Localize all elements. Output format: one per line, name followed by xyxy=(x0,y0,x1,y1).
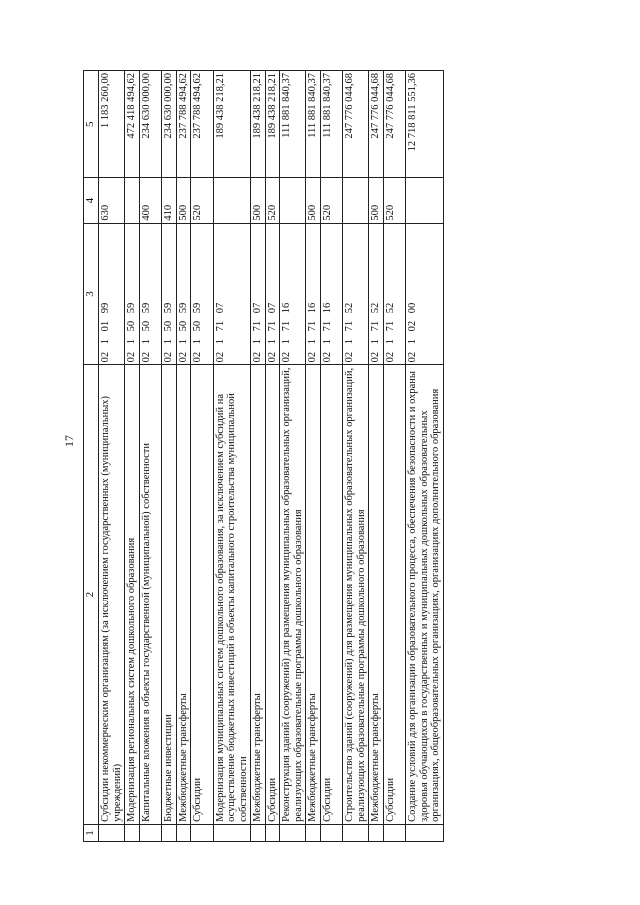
row-col-1 xyxy=(162,824,177,841)
table-row xyxy=(162,71,177,842)
table-row xyxy=(320,71,343,842)
row-name: Субсидии некоммерческим организациям (за исключением государственных (муниципальных) учреждений) xyxy=(99,365,125,824)
row-code: 02 1 71 16 xyxy=(306,223,321,365)
row-name: Межбюджетные трансферты xyxy=(176,365,191,824)
row-col-1 xyxy=(251,824,266,841)
row-amount: 247 776 044,68 xyxy=(383,71,406,179)
row-code: 02 1 71 07 xyxy=(265,223,280,365)
row-name: Модернизация муниципальных систем дошкольного образования, за исключением субсидий на осуществление бюджетных инвестиций в объекты капитального строительства муниципальной собственности xyxy=(213,365,251,824)
row-amount: 472 418 494,62 xyxy=(125,71,140,179)
row-name: Создание условий для организации образовательного процесса, обеспечения безопасности и охраны здоровья обучающихся в государственных и муниципальных дошкольных образовательных организациях, общеобразовательных организациях, организациях дополнительного образования xyxy=(406,365,444,824)
row-amount: 247 776 044,68 xyxy=(369,71,384,179)
table-row xyxy=(191,71,214,842)
row-name: Модернизация региональных систем дошкольного образования xyxy=(125,365,140,824)
row-col-1 xyxy=(125,824,140,841)
row-amount: 111 881 840,37 xyxy=(280,71,306,179)
page-number: 17 xyxy=(62,435,76,447)
row-expense-type: 410 xyxy=(162,178,177,223)
row-code: 02 1 50 59 xyxy=(191,223,214,365)
row-code: 02 1 50 59 xyxy=(162,223,177,365)
table-body xyxy=(99,71,444,842)
row-expense-type: 520 xyxy=(383,178,406,223)
header-col-4: 4 xyxy=(84,178,99,223)
row-amount: 111 881 840,37 xyxy=(306,71,321,179)
row-col-1 xyxy=(265,824,280,841)
row-expense-type xyxy=(125,178,140,223)
row-code: 02 1 71 52 xyxy=(369,223,384,365)
row-amount: 1 183 260,00 xyxy=(99,71,125,179)
table-row xyxy=(176,71,191,842)
row-name: Реконструкция зданий (сооружений) для размещения муниципальных образовательных организаций, реализующих образовательные программы дошкольного образования xyxy=(280,365,306,824)
row-name: Межбюджетные трансферты xyxy=(306,365,321,824)
table-row xyxy=(99,71,125,842)
header-col-3: 3 xyxy=(84,223,99,365)
row-col-1 xyxy=(213,824,251,841)
row-expense-type: 500 xyxy=(306,178,321,223)
table-row xyxy=(406,71,444,842)
row-amount: 189 438 218,21 xyxy=(251,71,266,179)
header-row xyxy=(84,71,99,842)
row-amount: 111 881 840,37 xyxy=(320,71,343,179)
row-code: 02 1 71 52 xyxy=(343,223,369,365)
row-col-1 xyxy=(320,824,343,841)
table-row xyxy=(251,71,266,842)
header-col-1: 1 xyxy=(84,824,99,841)
row-expense-type: 500 xyxy=(369,178,384,223)
table-row xyxy=(125,71,140,842)
row-expense-type xyxy=(280,178,306,223)
table-row xyxy=(265,71,280,842)
row-col-1 xyxy=(369,824,384,841)
row-name: Межбюджетные трансферты xyxy=(369,365,384,824)
row-amount: 234 630 000,00 xyxy=(139,71,162,179)
table-row xyxy=(369,71,384,842)
row-name: Субсидии xyxy=(191,365,214,824)
row-expense-type: 520 xyxy=(320,178,343,223)
table-row xyxy=(213,71,251,842)
header-col-2: 2 xyxy=(84,365,99,824)
row-col-1 xyxy=(99,824,125,841)
row-col-1 xyxy=(306,824,321,841)
row-expense-type: 500 xyxy=(176,178,191,223)
row-expense-type: 630 xyxy=(99,178,125,223)
table-row xyxy=(139,71,162,842)
row-expense-type xyxy=(406,178,444,223)
row-col-1 xyxy=(383,824,406,841)
row-col-1 xyxy=(139,824,162,841)
row-expense-type: 500 xyxy=(251,178,266,223)
row-code: 02 1 50 59 xyxy=(176,223,191,365)
row-amount: 189 438 218,21 xyxy=(265,71,280,179)
row-col-1 xyxy=(406,824,444,841)
row-expense-type: 520 xyxy=(191,178,214,223)
table-row xyxy=(306,71,321,842)
budget-table xyxy=(83,70,444,842)
row-expense-type xyxy=(213,178,251,223)
row-code: 02 1 50 59 xyxy=(139,223,162,365)
row-name: Межбюджетные трансферты xyxy=(251,365,266,824)
row-code: 02 1 02 00 xyxy=(406,223,444,365)
row-expense-type: 520 xyxy=(265,178,280,223)
row-code: 02 1 01 99 xyxy=(99,223,125,365)
row-code: 02 1 71 16 xyxy=(320,223,343,365)
row-expense-type: 400 xyxy=(139,178,162,223)
table-row xyxy=(343,71,369,842)
row-col-1 xyxy=(176,824,191,841)
row-code: 02 1 71 16 xyxy=(280,223,306,365)
row-amount: 234 630 000,00 xyxy=(162,71,177,179)
row-name: Субсидии xyxy=(383,365,406,824)
row-code: 02 1 71 07 xyxy=(213,223,251,365)
row-name: Субсидии xyxy=(265,365,280,824)
row-col-1 xyxy=(280,824,306,841)
row-name: Капитальные вложения в объекты государственной (муниципальной) собственности xyxy=(139,365,162,824)
row-code: 02 1 71 07 xyxy=(251,223,266,365)
row-name: Строительство зданий (сооружений) для размещения муниципальных образовательных организаций, реализующих образовательные программы дошкольного образования xyxy=(343,365,369,824)
row-code: 02 1 50 59 xyxy=(125,223,140,365)
table-row xyxy=(280,71,306,842)
row-col-1 xyxy=(191,824,214,841)
row-name: Субсидии xyxy=(320,365,343,824)
row-amount: 237 788 494,62 xyxy=(191,71,214,179)
row-amount: 247 776 044,68 xyxy=(343,71,369,179)
row-amount: 12 718 811 551,36 xyxy=(406,71,444,179)
row-code: 02 1 71 52 xyxy=(383,223,406,365)
row-amount: 237 788 494,62 xyxy=(176,71,191,179)
row-name: Бюджетные инвестиции xyxy=(162,365,177,824)
table-row xyxy=(383,71,406,842)
row-expense-type xyxy=(343,178,369,223)
budget-table-container xyxy=(83,70,493,842)
row-col-1 xyxy=(343,824,369,841)
header-col-5: 5 xyxy=(84,71,99,179)
row-amount: 189 438 218,21 xyxy=(213,71,251,179)
